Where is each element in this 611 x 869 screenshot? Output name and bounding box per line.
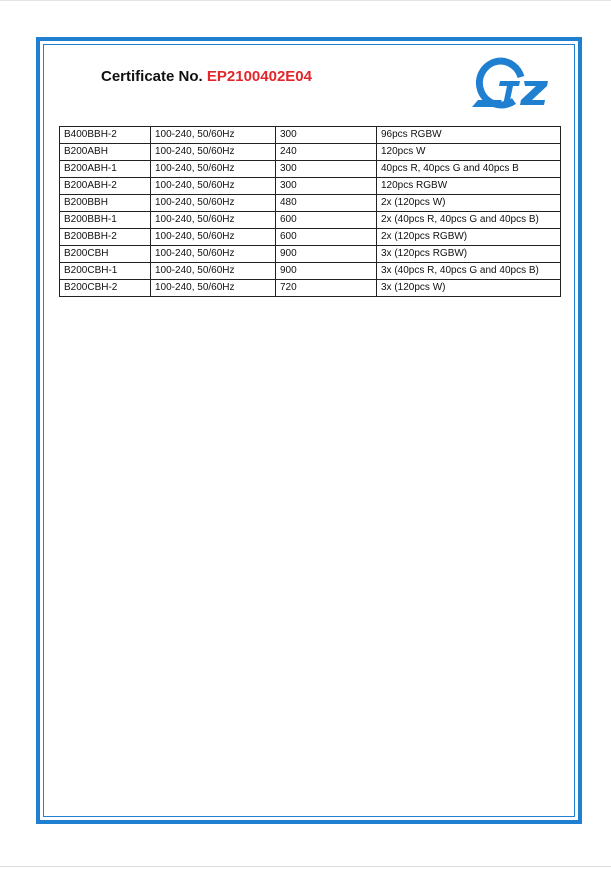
table-row [60,178,561,195]
bottom-divider [0,866,611,867]
certificate-heading [101,68,312,85]
top-divider [0,0,611,1]
table-cell: 100-240, 50/60Hz [151,178,276,195]
table-cell: B200ABH-2 [60,178,151,195]
table-cell: 100-240, 50/60Hz [151,263,276,280]
table-cell: B200BBH-1 [60,212,151,229]
table-cell: 2x (120pcs W) [377,195,561,212]
table-cell: 96pcs RGBW [377,127,561,144]
table-cell: 3x (120pcs RGBW) [377,246,561,263]
table-cell: B200ABH [60,144,151,161]
table-row [60,195,561,212]
certificate-number: EP2100402E04 [206,68,312,85]
table-cell: 240 [276,144,377,161]
table-row [60,212,561,229]
table-cell: 100-240, 50/60Hz [151,280,276,297]
table-cell: 2x (40pcs R, 40pcs G and 40pcs B) [377,212,561,229]
table-cell: 900 [276,246,377,263]
table-cell: 300 [276,127,377,144]
table-cell: 120pcs W [377,144,561,161]
table-cell: B200CBH [60,246,151,263]
table-cell: 100-240, 50/60Hz [151,246,276,263]
table-cell: B200CBH-2 [60,280,151,297]
table-cell: 2x (120pcs RGBW) [377,229,561,246]
table-cell: 100-240, 50/60Hz [151,144,276,161]
table-cell: B200BBH [60,195,151,212]
certificate-label: Certificate No. [101,68,203,85]
table-cell: 120pcs RGBW [377,178,561,195]
table-row [60,246,561,263]
table-cell: 3x (120pcs W) [377,280,561,297]
table-cell: 40pcs R, 40pcs G and 40pcs B [377,161,561,178]
table-cell: B200CBH-1 [60,263,151,280]
table-row [60,280,561,297]
table-cell: 100-240, 50/60Hz [151,212,276,229]
table-cell: 100-240, 50/60Hz [151,161,276,178]
table-cell: 3x (40pcs R, 40pcs G and 40pcs B) [377,263,561,280]
table-cell: 900 [276,263,377,280]
table-cell: 720 [276,280,377,297]
table-cell: B400BBH-2 [60,127,151,144]
table-cell: 600 [276,229,377,246]
table-cell: 100-240, 50/60Hz [151,127,276,144]
product-spec-table [59,126,561,297]
table-cell: 600 [276,212,377,229]
table-row [60,161,561,178]
table-row [60,263,561,280]
table-cell: 100-240, 50/60Hz [151,229,276,246]
table-row [60,229,561,246]
table-cell: 300 [276,161,377,178]
table-cell: B200BBH-2 [60,229,151,246]
table-row [60,127,561,144]
table-cell: 100-240, 50/60Hz [151,195,276,212]
table-row [60,144,561,161]
table-cell: 480 [276,195,377,212]
table-cell: B200ABH-1 [60,161,151,178]
product-spec-table-body [60,127,561,297]
qtz-logo-icon [470,55,552,113]
table-cell: 300 [276,178,377,195]
